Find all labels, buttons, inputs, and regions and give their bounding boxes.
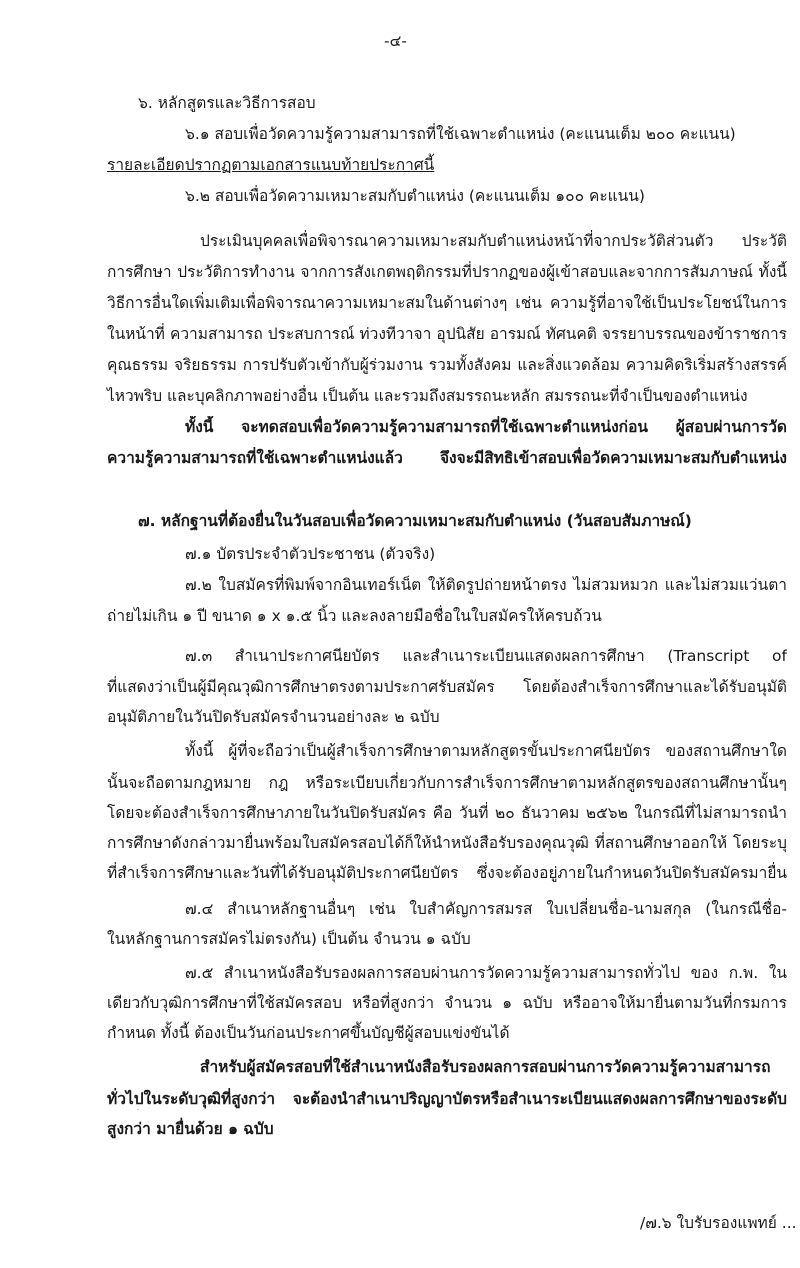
item-7-4-line: ๗.๔ สำเนาหลักฐานอื่นๆ เช่น ใบสำคัญการสมรส ใบเปลี่ยนชื่อ-นามสกุล (ในกรณีชื่อ- (185, 900, 787, 918)
item-7-3-note-line: ที่สำเร็จการศึกษาและวันที่ได้รับอนุมัติประกาศนียบัตร ซึ่งจะต้องอยู่ภายในกำหนดวันปิดรับสมัครมายื่น (107, 864, 787, 882)
paragraph-line: การศึกษา ประวัติการทำงาน จากการสังเกตพฤติกรรมที่ปรากฏของผู้เข้าสอบและจากการสัมภาษณ์ ทั้งนี้ (107, 263, 787, 281)
item-6-1: ๖.๑ สอบเพื่อวัดความรู้ความสามารถที่ใช้เฉพาะตำแหน่ง (คะแนนเต็ม ๒๐๐ คะแนน) (185, 125, 736, 143)
footer-continuation: /๗.๖ ใบรับรองแพทย์ ... (640, 1214, 797, 1232)
item-6-1-detail-link: รายละเอียดปรากฏตามเอกสารแนบท้ายประกาศนี้ (107, 156, 435, 174)
bold-note-line: สำหรับผู้สมัครสอบที่ใช้สำเนาหนังสือรับรองผลการสอบผ่านการวัดความรู้ความสามารถ (200, 1058, 771, 1076)
item-7-5-line: กำหนด ทั้งนี้ ต้องเป็นวันก่อนประกาศขึ้นบัญชีผู้สอบแข่งขันได้ (107, 1024, 510, 1042)
section-7-heading: ๗. หลักฐานที่ต้องยื่นในวันสอบเพื่อวัดความเหมาะสมกับตำแหน่ง (วันสอบสัมภาษณ์) (138, 512, 692, 530)
item-7-3-note-line: ทั้งนี้ ผู้ที่จะถือว่าเป็นผู้สำเร็จการศึกษาตามหลักสูตรขั้นประกาศนียบัตร ของสถานศึกษาใด (185, 742, 787, 760)
paragraph-line: คุณธรรม จริยธรรม การปรับตัวเข้ากับผู้ร่วมงาน รวมทั้งสังคม และสิ่งแวดล้อม ความคิดริเริ่มสร้างสรรค์ (107, 356, 787, 374)
item-7-3-line: ที่แสดงว่าเป็นผู้มีคุณวุฒิการศึกษาตรงตามประกาศรับสมัคร โดยต้องสำเร็จการศึกษาและได้รับอนุมัติ (107, 678, 787, 696)
page-number: -๔- (384, 32, 407, 50)
item-7-3-note-line: โดยจะต้องสำเร็จการศึกษาภายในวันปิดรับสมัคร คือ วันที่ ๒๐ ธันวาคม ๒๕๖๒ ในกรณีที่ไม่สามารถนำ (107, 804, 787, 822)
paragraph-line: ไหวพริบ และบุคลิกภาพอย่างอื่น เป็นต้น และรวมถึงสมรรถนะหลัก สมรรถนะที่จำเป็นของตำแหน่ง (107, 387, 748, 405)
item-7-1: ๗.๑ บัตรประจำตัวประชาชน (ตัวจริง) (185, 545, 436, 563)
item-7-3-line: อนุมัติภายในวันปิดรับสมัครจำนวนอย่างละ ๒ ฉบับ (107, 708, 440, 726)
paragraph-line: วิธีการอื่นใดเพิ่มเติมเพื่อพิจารณาความเหมาะสมในด้านต่างๆ เช่น ความรู้ที่อาจใช้เป็นประโยชน์ในการ (107, 294, 787, 312)
section-6-heading: ๖. หลักสูตรและวิธีการสอบ (138, 94, 316, 112)
item-6-2: ๖.๒ สอบเพื่อวัดความเหมาะสมกับตำแหน่ง (คะแนนเต็ม ๑๐๐ คะแนน) (185, 187, 645, 205)
item-7-5-line: เดียวกับวุฒิการศึกษาที่ใช้สมัครสอบ หรือที่สูงกว่า จำนวน ๑ ฉบับ หรืออาจให้มายื่นตามวันที่กรมการ (107, 994, 787, 1012)
paragraph-line: ในหน้าที่ ความสามารถ ประสบการณ์ ท่วงทีวาจา อุปนิสัย อารมณ์ ทัศนคติ จรรยาบรรณของข้าราชการ (107, 325, 787, 343)
item-7-2-line: ถ่ายไม่เกิน ๑ ปี ขนาด ๑ x ๑.๕ นิ้ว และลงลายมือชื่อในใบสมัครให้ครบถ้วน (107, 607, 602, 625)
bold-note-line: สูงกว่า มายื่นด้วย ๑ ฉบับ (107, 1120, 274, 1138)
note-line: ทั้งนี้ จะทดสอบเพื่อวัดความรู้ความสามารถที่ใช้เฉพาะตำแหน่งก่อน ผู้สอบผ่านการวัด (185, 418, 787, 436)
bold-note-line: ทั่วไปในระดับวุฒิที่สูงกว่า จะต้องนำสำเนาปริญญาบัตรหรือสำเนาระเบียนแสดงผลการศึกษาของระดับ (107, 1090, 787, 1108)
item-7-3-note-line: การศึกษาดังกล่าวมายื่นพร้อมใบสมัครสอบได้ก็ให้นำหนังสือรับรองคุณวุฒิ ที่สถานศึกษาออกให้ โดยระบุ (107, 834, 787, 852)
paragraph-line: ประเมินบุคคลเพื่อพิจารณาความเหมาะสมกับตำแหน่งหน้าที่จากประวัติส่วนตัว ประวัติ (200, 232, 787, 250)
note-line: ความรู้ความสามารถที่ใช้เฉพาะตำแหน่งแล้ว จึงจะมีสิทธิเข้าสอบเพื่อวัดความเหมาะสมกับตำแหน่ง (107, 449, 787, 467)
item-7-3-line: ๗.๓ สำเนาประกาศนียบัตร และสำเนาระเบียนแสดงผลการศึกษา (Transcript of (185, 647, 787, 665)
item-7-2-line: ๗.๒ ใบสมัครที่พิมพ์จากอินเทอร์เน็ต ให้ติดรูปถ่ายหน้าตรง ไม่สวมหมวก และไม่สวมแว่นตา (185, 576, 787, 594)
item-7-4-line: ในหลักฐานการสมัครไม่ตรงกัน) เป็นต้น จำนวน ๑ ฉบับ (107, 930, 471, 948)
item-7-5-line: ๗.๕ สำเนาหนังสือรับรองผลการสอบผ่านการวัดความรู้ความสามารถทั่วไป ของ ก.พ. ใน (185, 964, 787, 982)
item-7-3-note-line: นั้นจะถือตามกฎหมาย กฎ หรือระเบียบเกี่ยวกับการสำเร็จการศึกษาตามหลักสูตรของสถานศึกษานั้นๆ (107, 774, 787, 792)
